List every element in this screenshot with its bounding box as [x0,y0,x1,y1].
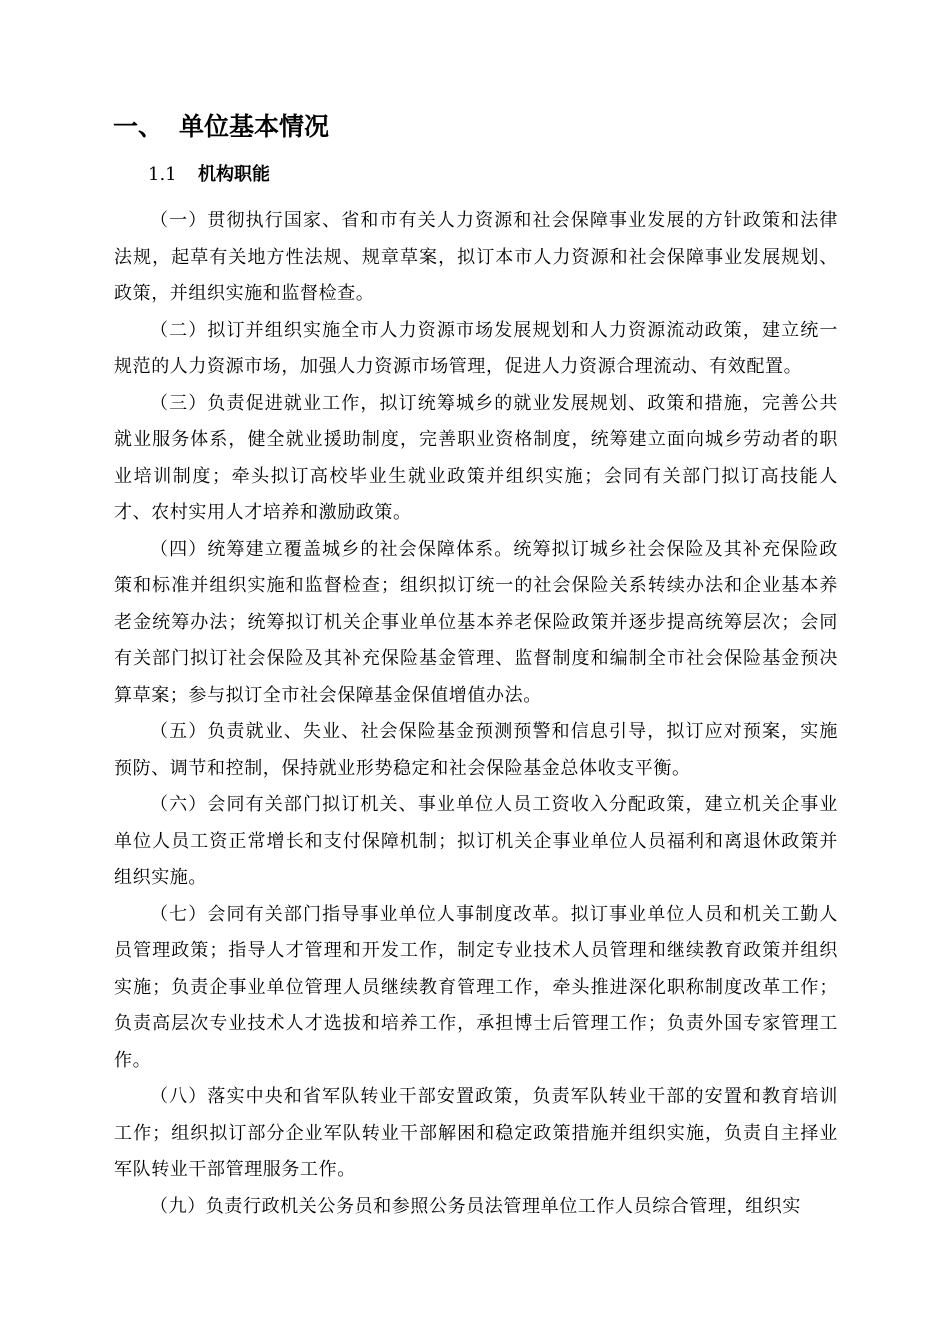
paragraph-4: （四）统筹建立覆盖城乡的社会保障体系。统筹拟订城乡社会保险及其补充保险政策和标准并组织实施和监督检查；组织拟订统一的社会保险关系转续办法和企业基本养老金统筹办法；统筹拟订机关企事业单位基本养老保险政策并逐步提高统筹层次；会同有关部门拟订社会保险及其补充保险基金管理、监督制度和编制全市社会保险基金预决算草案；参与拟订全市社会保障基金保值增值办法。 [114,538,838,706]
paragraph-2: （二）拟订并组织实施全市人力资源市场发展规划和人力资源流动政策，建立统一规范的人力资源市场，加强人力资源市场管理，促进人力资源合理流动、有效配置。 [114,319,838,377]
section-number: 一、 [113,112,164,141]
subsection-number: 1.1 [148,164,177,185]
paragraph-5: （五）负责就业、失业、社会保险基金预测预警和信息引导，拟订应对预案，实施预防、调节和控制，保持就业形势稳定和社会保险基金总体收支平衡。 [114,721,838,779]
paragraph-3: （三）负责促进就业工作，拟订统筹城乡的就业发展规划、政策和措施，完善公共就业服务体系，健全就业援助制度，完善职业资格制度，统筹建立面向城乡劳动者的职业培训制度；牵头拟订高校毕业生就业政策并组织实施；会同有关部门拟订高技能人才、农村实用人才培养和激励政策。 [114,392,838,523]
paragraph-8: （八）落实中央和省军队转业干部安置政策，负责军队转业干部的安置和教育培训工作；组织拟订部分企业军队转业干部解困和稳定政策措施并组织实施，负责自主择业军队转业干部管理服务工作。 [114,1086,838,1180]
paragraph-6: （六）会同有关部门拟订机关、事业单位人员工资收入分配政策，建立机关企事业单位人员工资正常增长和支付保障机制；拟订机关企事业单位人员福利和离退休政策并组织实施。 [114,794,838,888]
subsection-title: 机构职能 [198,164,270,185]
section-heading [113,109,329,145]
subsection-heading [148,160,270,190]
paragraph-7: （七）会同有关部门指导事业单位人事制度改革。拟订事业单位人员和机关工勤人员管理政策；指导人才管理和开发工作，制定专业技术人员管理和继续教育政策并组织实施；负责企事业单位管理人员继续教育管理工作，牵头推进深化职称制度改革工作；负责高层次专业技术人才选拔和培养工作，承担博士后管理工作；负责外国专家管理工作。 [114,903,838,1071]
body-text [114,203,838,1225]
paragraph-9: （九）负责行政机关公务员和参照公务员法管理单位工作人员综合管理，组织实 [150,1195,801,1217]
paragraph-1: （一）贯彻执行国家、省和市有关人力资源和社会保障事业发展的方针政策和法律法规，起草有关地方性法规、规章草案，拟订本市人力资源和社会保障事业发展规划、政策，并组织实施和监督检查。 [114,210,838,304]
section-title: 单位基本情况 [179,112,330,141]
